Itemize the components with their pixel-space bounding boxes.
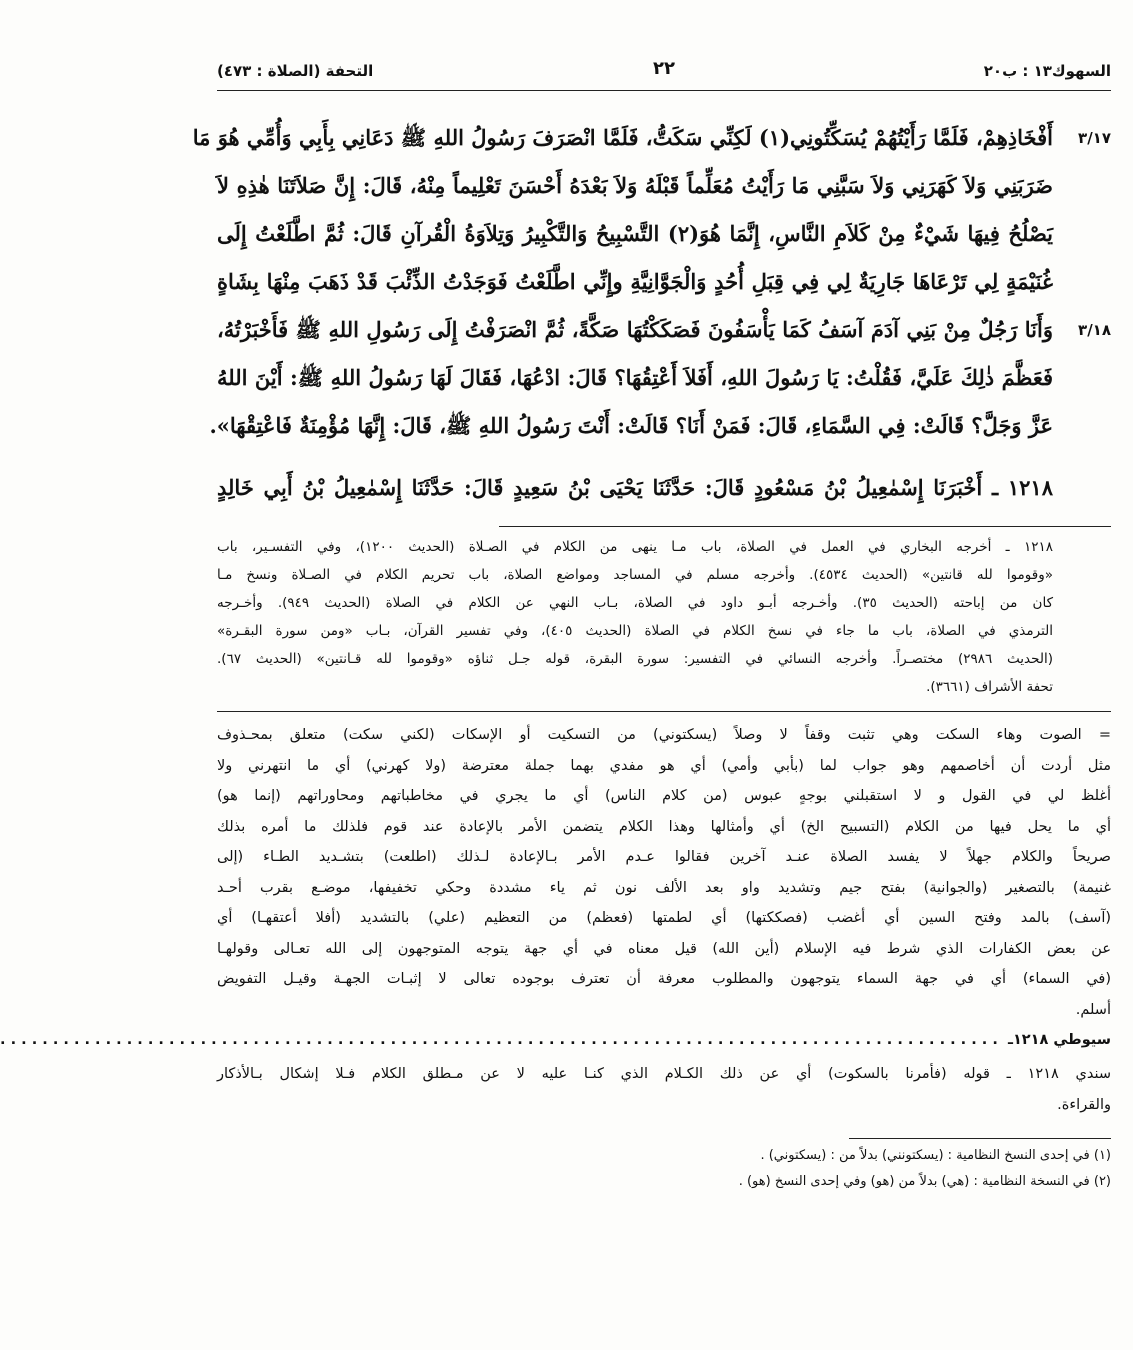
- page: [0, 50, 1111, 1195]
- header-source-ref: السهوك١٣ : ب٢٠: [983, 62, 1111, 80]
- commentary-line: أي ما يحل فيها من الكلام (التسبيح الخ) أي وأمثالها وهذا الكلام يتضمن الأمر بالإعادة عند قوم فلذلك ما أمره بذلك: [217, 818, 1111, 835]
- commentary-line: أسلم.: [1075, 1001, 1111, 1018]
- takhrij-rule: [499, 526, 1111, 527]
- commentary-line: مثل أردت أن أخاصمهم وهو جواب لما (بأبي وأمي) أي هو مفدي بهما جملة معترضة (ولا كهرني) أي ما انتهرني ولا: [217, 757, 1111, 774]
- takhrij-notes: [217, 533, 1111, 701]
- note-line: تحفة الأشراف (٣٦٦١).: [926, 679, 1053, 695]
- commentary-line: غنيمة) بالتصغير (والجوانية) بفتح جيم وتشديد واو بعد الألف نون ثم ياء مشددة وحكي تخفيفها، موضـع بقرب أحـد: [217, 879, 1111, 896]
- commentary: [0, 720, 1111, 1120]
- sindi-commentary: [217, 1059, 1111, 1120]
- text-line: أَفْخَاذِهِمْ، فَلَمَّا رَأَيْتُهُمْ يُسَكِّتُونِي(١) لَكِنِّي سَكَتُّ، فَلَمَّا انْصَرَفَ رَسُولُ اللهِ ﷺ دَعَانِي بِأَبِي وَأُمِّي هُوَ مَا: [192, 125, 1053, 150]
- text-line: ١٢١٨ ـ أَخْبَرَنَا إِسْمٰعِيلُ بْنُ مَسْعُودٍ قَالَ: حَدَّثَنَا يَحْيَى بْنُ سَعِيدٍ قَالَ: حَدَّثَنَا إِسْمٰعِيلُ بْنُ أَبِي خَالِدٍ: [217, 475, 1053, 500]
- hadith-paragraph-1: [192, 114, 1111, 306]
- commentary-line: = الصوت وهاء السكت وهي تثبت وقفاً لا وصلاً (يسكتوني) من التسكيت أو الإسكات (لكني سكت) متعلق بمحـذوف: [217, 727, 1111, 743]
- commentary-line: (آسف) بالمد وفتح السين أي أغضب (فصككتها) أي لطمتها (فعظم) من التعظيم (علي) بالتشديد (أفلا أعتقهـا) أي: [217, 910, 1111, 926]
- commentary-rule: [217, 711, 1111, 712]
- page-number: ٢٢: [653, 58, 675, 79]
- commentary-line: (في السماء) أي في جهة السماء يتوجهون والمطلوب معرفة أن تعترف بوجوده تعالى لا إثبـات الجهـة وقيـل التفويض: [217, 971, 1111, 987]
- header-tuhfa-ref: التحفة (الصلاة : ٤٧٣): [217, 62, 374, 80]
- text-line: عَزَّ وَجَلَّ؟ قَالَتْ: فِي السَّمَاءِ، قَالَ: فَمَنْ أَنَا؟ قَالَتْ: أَنْتَ رَسُولُ اللهِ ﷺ، قَالَ: إِنَّهَا مُؤْمِنَةٌ فَاعْتِقْهَا».: [209, 413, 1053, 438]
- footnote: (٢) في النسخة النظامية : (هي) بدلاً من (هو) وفي إحدى النسخ (هو) .: [738, 1174, 1111, 1189]
- text-line: وَأَنَا رَجُلٌ مِنْ بَنِي آدَمَ آسَفُ كَمَا يَأْسَفُونَ فَصَكَكْتُهَا صَكَّةً، ثُمَّ انْصَرَفْتُ إِلَى رَسُولِ اللهِ ﷺ فَأَخْبَرْتُهُ،: [217, 317, 1053, 342]
- text-line: فَعَظَّمَ ذٰلِكَ عَلَيَّ، فَقُلْتُ: يَا رَسُولَ اللهِ، أَفَلاَ أَعْتِقُهَا؟ قَالَ: ادْعُهَا، فَقَالَ لَهَا رَسُولُ اللهِ ﷺ: أَيْنَ اللهُ: [217, 365, 1053, 390]
- commentary-line: صريحاً والكلام جهلاً لا يفسد الصلاة عنـد آخرين فقالوا عـدم الأمر بـالإعادة لـذلك (اطلعت) بتشـديد الطـاء (إلى: [217, 849, 1111, 865]
- note-line: ١٢١٨ ـ أخرجه البخاري في العمل في الصلاة، باب مـا ينهى من الكلام في الصـلاة (الحديث ١٢٠٠)، وفي التفسـير، باب: [217, 539, 1053, 555]
- hadith-paragraph-2: [209, 306, 1111, 450]
- commentary-line: عن بعض الكفارات الذي شرط فيه الإسلام (أين الله) قيل معناه في أي جهة يتوجه المتوجهون إلى الله تعـالى وقولهـا: [217, 940, 1111, 957]
- commentary-line: سندي ١٢١٨ ـ قوله (فأمرنا بالسكوت) أي عن ذلك الكـلام الذي كنـا عليه لا عن مـطلق الكلام فـلا إشكال بـالأذكار: [217, 1066, 1111, 1082]
- dotted-leader: . . . . . . . . . . . . . . . . . . . . . . . . . . . . . . . . . . . . . . . . . . . . . . . . . . . . . . . . . . . . . . . . . . . . . . . . . . . . . . . . . . . . . . . . . . . . . . .: [0, 1032, 1003, 1048]
- running-header: [217, 50, 1111, 84]
- note-line: الترمذي في الصلاة، باب ما جاء في نسخ الكلام في الصلاة (الحديث ٤٠٥)، وفي تفسير القرآن، بـاب «ومن سورة البقـرة»: [217, 623, 1054, 639]
- header-rule: [217, 90, 1111, 91]
- margin-marker: ٣/١٧: [1078, 129, 1111, 147]
- margin-marker: ٣/١٨: [1078, 321, 1111, 339]
- text-line: يَصْلُحُ فِيهَا شَيْءٌ مِنْ كَلاَمِ النَّاسِ، إِنَّمَا هُوَ(٢) التَّسْبِيحُ وَالتَّكْبِيرُ وَتِلاَوَةُ الْقُرآنِ قَالَ: ثُمَّ اطَّلَعْتُ إِلَى: [217, 221, 1053, 246]
- commentary-line: والقراءة.: [1057, 1096, 1111, 1113]
- footnote: (١) في إحدى النسخ النظامية : (يسكتونني) بدلاً من : (يسكتوني) .: [760, 1148, 1111, 1163]
- commentary-line: أغلظ لي في القول و لا استقبلني بوجهٍ عبوس (من كلام الناس) أي ما يجري في مخاطباتهم ومحاوراتهم (إنما هو): [217, 788, 1111, 804]
- suyuti-heading: [0, 1025, 1111, 1055]
- text-line: غُنَيْمَةٍ لِي تَرْعَاهَا جَارِيَةٌ لِي فِي قِبَلِ أُحُدٍ وَالْجَوَّانِيَّةِ وإِنِّي اطَّلَعْتُ فَوَجَدْتُ الذِّئْبَ قَدْ ذَهَبَ مِنْهَا بِشَاةٍ: [217, 269, 1053, 294]
- hadith-1218-opening: [217, 464, 1111, 512]
- footnote-rule: [849, 1138, 1111, 1139]
- suyuti-label: سيوطي ١٢١٨ـ: [1007, 1032, 1111, 1048]
- note-line: «وقوموا لله قانتين» (الحديث ٤٥٣٤). وأخرجه مسلم في المساجد ومواضع الصلاة، باب تحريم الكلام في الصـلاة ونسخ مـا: [217, 567, 1053, 583]
- text-line: ضَرَبَنِي وَلاَ كَهَرَنِي وَلاَ سَبَّنِي مَا رَأَيْتُ مُعَلِّماً قَبْلَهُ وَلاَ بَعْدَهُ أَحْسَنَ تَعْلِيماً مِنْهُ، قَالَ: إِنَّ صَلاَتَنَا هٰذِهِ لاَ: [217, 173, 1053, 198]
- main-text: [192, 114, 1111, 512]
- footnotes: [217, 1143, 1111, 1195]
- note-line: كان من إباحته (الحديث ٣٥). وأخـرجه أبـو داود في الصلاة، بـاب النهي عن الكلام في الصلاة (الحديث ٩٤٩). وأخـرجه: [217, 595, 1053, 611]
- note-line: (الحديث ٢٩٨٦) مختصـراً. وأخرجه النسائي في التفسير: سورة البقرة، قوله جـل ثناؤه «وقوموا لله قـانتين» (الحديث ٦٧).: [217, 651, 1053, 667]
